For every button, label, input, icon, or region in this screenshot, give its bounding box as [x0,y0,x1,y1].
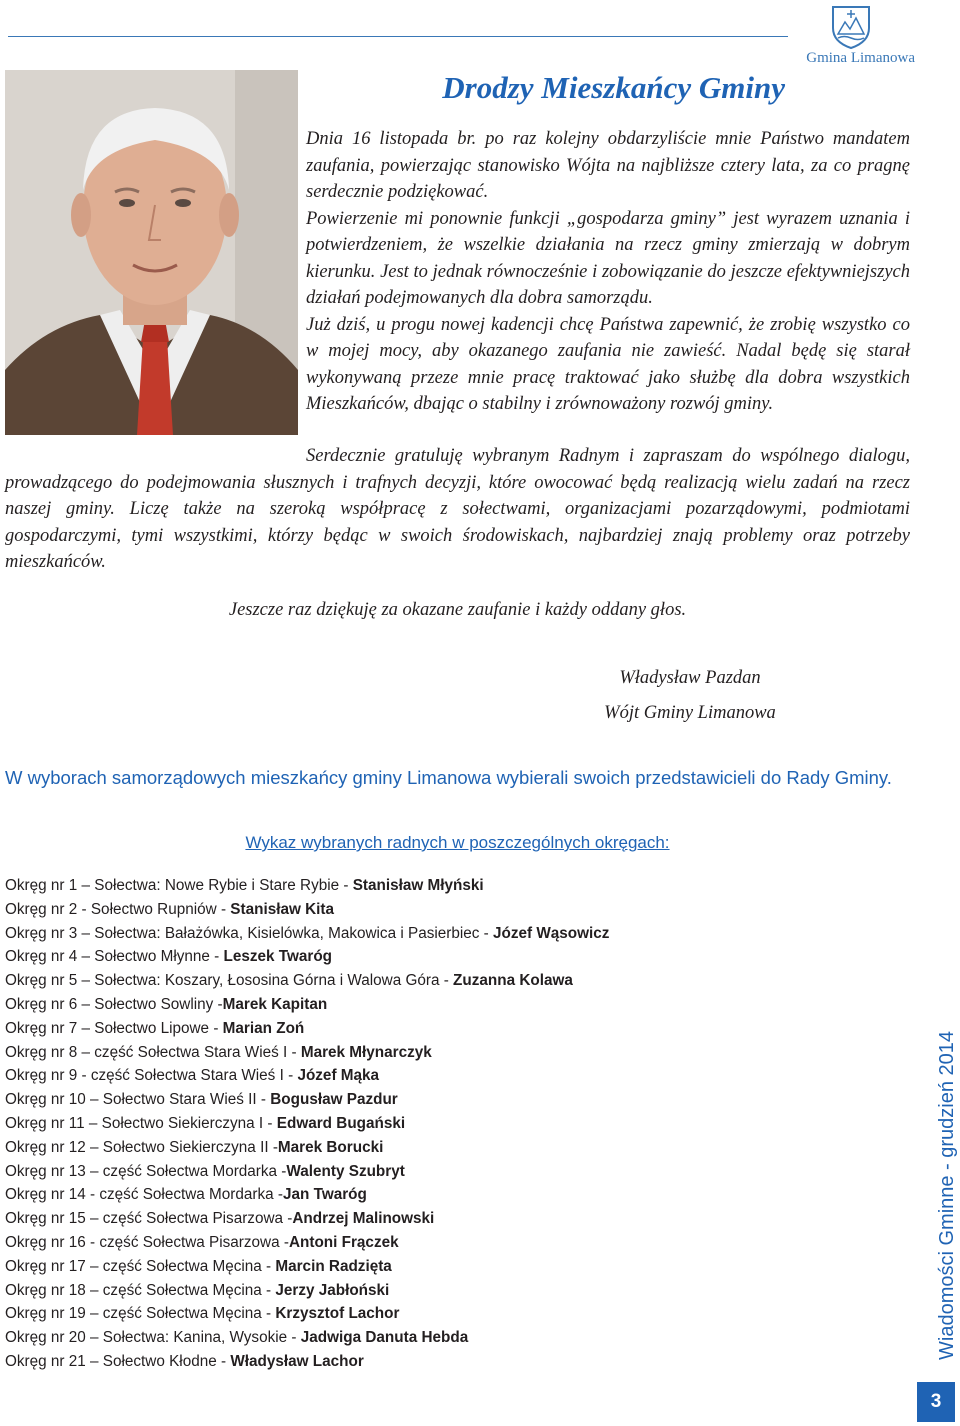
district-item [5,1088,885,1112]
letter-column [306,126,910,418]
councillor-name: Jerzy Jabłoński [275,1281,390,1299]
councillors-list-title: Wykaz wybranych radnych w poszczególnych okręgach: [245,833,670,852]
councillor-name: Józef Wąsowicz [493,924,610,942]
councillor-name: Władysław Lachor [230,1352,364,1370]
district-item [5,1112,885,1136]
district-area: Okręg nr 18 – część Sołectwa Męcina - [5,1281,276,1299]
councillor-name: Józef Mąka [297,1067,380,1085]
district-item [5,1136,885,1160]
district-area: Okręg nr 7 – Sołectwo Lipowe - [5,1019,223,1037]
gmina-crest-icon [830,4,872,50]
newsletter-side-title: Wiadomości Gminne - grudzień 2014 [936,1030,958,1360]
district-area: Okręg nr 9 - część Sołectwa Stara Wieś I - [5,1067,298,1085]
councillor-name: Walenty Szubryt [286,1162,405,1180]
district-item [5,1017,885,1041]
district-area: Okręg nr 11 – Sołectwo Siekierczyna I - [5,1114,277,1132]
district-area: Okręg nr 3 – Sołectwa: Bałażówka, Kisielówka, Makowica i Pasierbiec - [5,924,493,942]
district-area: Okręg nr 20 – Sołectwa: Kanina, Wysokie - [5,1329,301,1347]
signer-name: Władysław Pazdan [619,668,761,688]
district-item [5,1350,885,1374]
letter-closing: Jeszcze raz dziękuję za okazane zaufanie i każdy oddany głos. [228,600,687,620]
district-item [5,1064,885,1088]
district-item [5,969,885,993]
district-list [5,874,885,1374]
councillor-name: Stanisław Młyński [352,877,484,894]
district-area: Okręg nr 5 – Sołectwa: Koszary, Łososina Górna i Walowa Góra - [5,972,454,990]
district-area: Okręg nr 4 – Sołectwo Młynne - [5,948,224,966]
councillor-name: Stanisław Kita [230,900,335,918]
councillor-name: Marian Zoń [222,1019,305,1037]
district-area: Okręg nr 12 – Sołectwo Siekierczyna II - [5,1138,278,1156]
district-item [5,1326,885,1350]
election-intro: W wyborach samorządowych mieszkańcy gminy Limanowa wybierali swoich przedstawicieli do Rady Gminy. [5,767,892,788]
district-item [5,1279,885,1303]
district-area: Okręg nr 21 – Sołectwo Kłodne - [5,1352,231,1370]
district-item [5,1255,885,1279]
district-item [5,874,885,898]
district-item [5,1160,885,1184]
district-area: Okręg nr 1 – Sołectwa: Nowe Rybie i Stare Rybie - [5,877,353,894]
councillor-name: Antoni Frączek [288,1233,399,1251]
letter-paragraph: Serdecznie gratuluję wybranym Radnym i zapraszam do wspólnego dialogu, prowadzącego do podejmowania słusznych i trafnych decyzji, które owocować będą realizacją wielu zadań na rzecz naszej gminy. Liczę także na szeroką współpracę z sołectwami, organizacjami pozarządowymi, podmiotami gospodarczymi, tymi wszystkimi, którzy będąc w swoich środowiskach, najbardziej znają problemy oraz potrzeby mieszkańców. [5,446,910,572]
header-rule [8,36,788,37]
district-item [5,993,885,1017]
councillor-name: Zuzanna Kolawa [453,972,573,990]
district-area: Okręg nr 2 - Sołectwo Rupniów - [5,900,231,918]
district-area: Okręg nr 15 – część Sołectwa Pisarzowa - [5,1210,293,1228]
mayor-portrait [5,70,298,435]
councillor-name: Marek Kapitan [222,995,328,1013]
district-area: Okręg nr 14 - część Sołectwa Mordarka - [5,1186,283,1204]
district-item [5,1183,885,1207]
district-area: Okręg nr 16 - część Sołectwa Pisarzowa - [5,1233,289,1251]
letter-full-paragraph [5,443,910,576]
councillor-name: Krzysztof Lachor [275,1305,400,1323]
district-item [5,1231,885,1255]
district-area: Okręg nr 17 – część Sołectwa Męcina - [5,1257,276,1275]
signer-title: Wójt Gminy Limanowa [604,703,776,723]
district-area: Okręg nr 6 – Sołectwo Sowliny - [5,995,223,1013]
councillor-name: Leszek Twaróg [223,948,333,966]
councillor-name: Marek Borucki [277,1138,384,1156]
district-item [5,1041,885,1065]
councillor-name: Bogusław Pazdur [270,1091,398,1109]
letter-paragraph: Powierzenie mi ponownie funkcji „gospodarza gminy” jest wyrazem uznania i potwierdzeniem, że wszelkie działania na rzecz gminy zmierzają w dobrym kierunku. Jest to jednak równocześnie i zobowiązanie do jeszcze efektywniejszych działań podejmowanych dla dobra samorządu. [306,208,910,308]
district-area: Okręg nr 8 – część Sołectwa Stara Wieś I - [5,1043,301,1061]
district-item [5,945,885,969]
letter-paragraph: Dnia 16 listopada br. po raz kolejny obdarzyliście mnie Państwo mandatem zaufania, powierzając stanowisko Wójta na najbliższe cztery lata, za co pragnę serdecznie podziękować. [306,129,910,202]
district-area: Okręg nr 10 – Sołectwo Stara Wieś II - [5,1091,271,1109]
district-area: Okręg nr 13 – część Sołectwa Mordarka - [5,1162,287,1180]
councillor-name: Marcin Radzięta [275,1257,392,1275]
councillor-name: Edward Bugański [276,1114,406,1132]
councillor-name: Marek Młynarczyk [300,1043,432,1061]
district-item [5,922,885,946]
councillor-name: Jadwiga Danuta Hebda [300,1329,469,1347]
letter-title: Drodzy Mieszkańcy Gminy [442,70,785,105]
page-number: 3 [917,1382,955,1422]
councillor-name: Andrzej Malinowski [292,1210,435,1228]
district-item [5,1302,885,1326]
district-item [5,1207,885,1231]
councillor-name: Jan Twaróg [283,1186,367,1204]
district-item [5,898,885,922]
letter-paragraph: Już dziś, u progu nowej kadencji chcę Państwa zapewnić, że zrobię wszystko co w mojej mocy, aby okazanego zaufania nie zawieść. Nadal będę się starał wykonywaną przeze mnie pracę traktować jako służbę dla dobra wszystkich Mieszkańców, dbając o stabilny i zrównoważony rozwój gminy. [306,314,910,414]
gmina-brand: Gmina Limanowa [806,50,915,66]
district-area: Okręg nr 19 – część Sołectwa Męcina - [5,1305,276,1323]
